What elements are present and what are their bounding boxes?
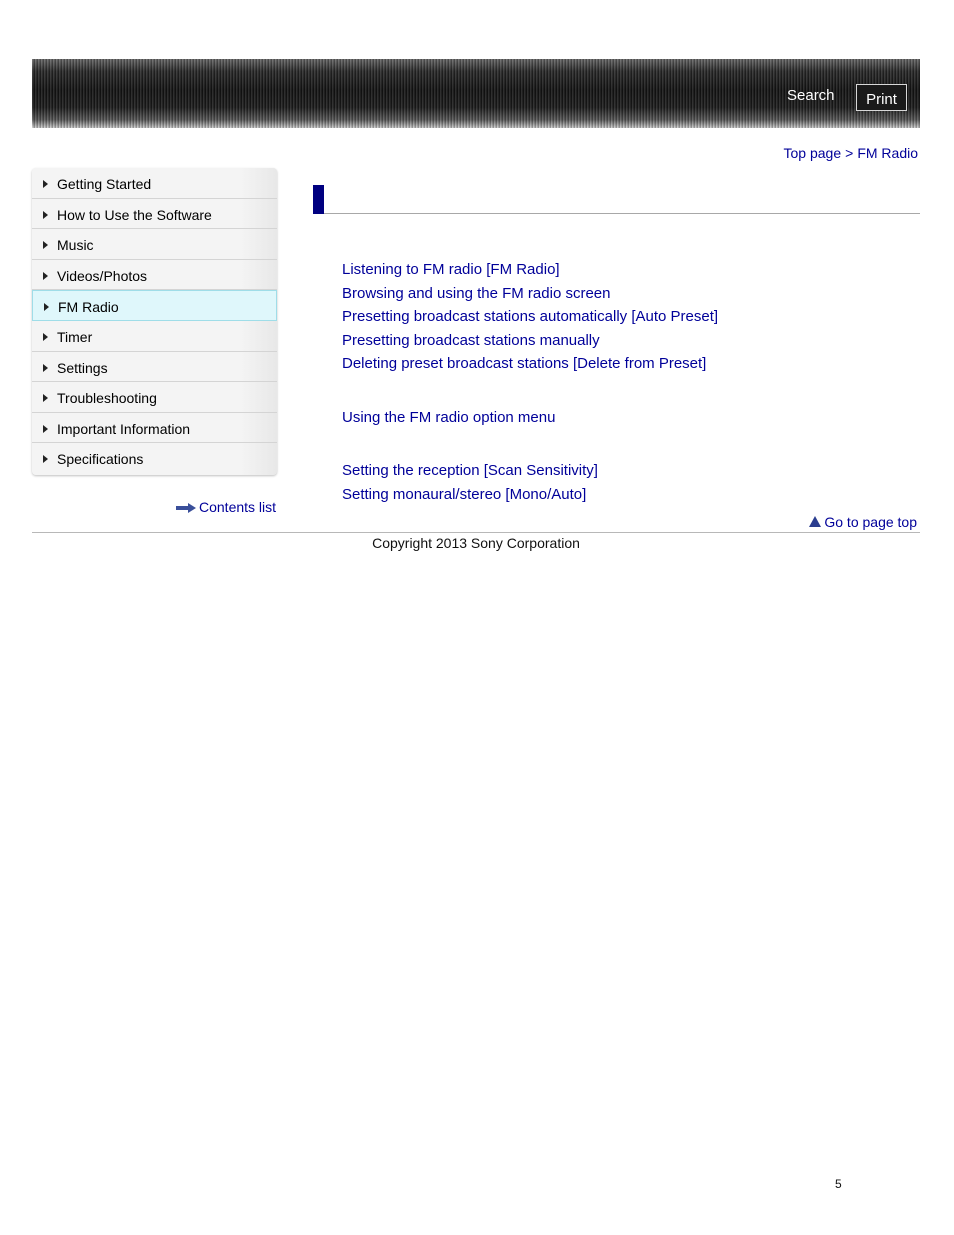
triangle-right-icon — [43, 241, 48, 249]
topic-link[interactable]: Presetting broadcast stations automatically [Auto Preset] — [342, 308, 719, 325]
topic-link[interactable]: Using the FM radio option menu — [342, 409, 556, 426]
triangle-right-icon — [43, 211, 48, 219]
triangle-right-icon — [43, 333, 48, 341]
sidebar-item-fm-radio[interactable] — [32, 290, 277, 321]
sidebar-item-music[interactable] — [32, 229, 277, 260]
breadcrumb-current-link[interactable]: FM Radio — [857, 145, 918, 161]
sidebar-item-label: Videos/Photos — [57, 267, 148, 284]
breadcrumb-top-page-link[interactable]: Top page — [783, 145, 842, 161]
go-to-page-top-label: Go to page top — [824, 514, 917, 530]
print-button-label: Print — [866, 91, 897, 108]
sidebar-nav — [32, 168, 277, 475]
sidebar-item-label: Settings — [57, 359, 108, 376]
contents-list-label: Contents list — [199, 499, 277, 515]
copyright-label: Copyright 2013 Sony Corporation — [372, 535, 580, 551]
sidebar-item-important-information[interactable] — [32, 413, 277, 444]
breadcrumb — [784, 145, 918, 161]
topic-link[interactable]: Browsing and using the FM radio screen — [342, 285, 611, 302]
sidebar-item-how-to-use-the-software[interactable] — [32, 199, 277, 230]
sidebar-item-getting-started[interactable] — [32, 168, 277, 199]
sidebar-item-videos-photos[interactable] — [32, 260, 277, 291]
sidebar-item-label: Troubleshooting — [57, 390, 157, 407]
triangle-right-icon — [43, 394, 48, 402]
topic-link[interactable]: Presetting broadcast stations manually — [342, 332, 600, 349]
sidebar-item-timer[interactable] — [32, 321, 277, 352]
search-button[interactable]: Search — [787, 87, 835, 104]
triangle-right-icon — [44, 303, 49, 311]
topic-link[interactable]: Listening to FM radio [FM Radio] — [342, 261, 560, 278]
title-divider — [324, 213, 920, 214]
contents-list-link[interactable] — [176, 499, 276, 515]
header-bar — [32, 59, 920, 128]
triangle-right-icon — [43, 455, 48, 463]
sidebar-item-specifications[interactable] — [32, 443, 277, 475]
sidebar-item-label: Important Information — [57, 420, 191, 437]
footer-divider — [32, 532, 920, 533]
triangle-right-icon — [43, 425, 48, 433]
copyright-text — [0, 535, 954, 551]
sidebar-item-label: How to Use the Software — [57, 206, 212, 223]
go-to-page-top-link[interactable] — [809, 514, 917, 530]
topic-link[interactable]: Setting the reception [Scan Sensitivity] — [342, 462, 598, 479]
triangle-right-icon — [43, 364, 48, 372]
triangle-right-icon — [43, 272, 48, 280]
triangle-right-icon — [43, 180, 48, 188]
sidebar-item-settings[interactable] — [32, 352, 277, 383]
page-number: 5 — [835, 1177, 842, 1191]
arrow-right-icon — [176, 503, 196, 513]
sidebar-item-label: FM Radio — [58, 299, 119, 316]
print-button[interactable] — [856, 84, 907, 111]
sidebar-item-troubleshooting[interactable] — [32, 382, 277, 413]
topic-link[interactable]: Setting monaural/stereo [Mono/Auto] — [342, 486, 587, 503]
sidebar-item-label: Getting Started — [57, 176, 152, 192]
topic-link[interactable]: Deleting preset broadcast stations [Delete from Preset] — [342, 355, 707, 372]
sidebar-item-label: Specifications — [57, 451, 144, 468]
triangle-up-icon — [809, 516, 821, 527]
sidebar-item-label: Timer — [57, 328, 93, 345]
sidebar-item-label: Music — [57, 237, 94, 254]
page-title-marker — [313, 185, 324, 214]
breadcrumb-separator: > — [845, 145, 854, 161]
